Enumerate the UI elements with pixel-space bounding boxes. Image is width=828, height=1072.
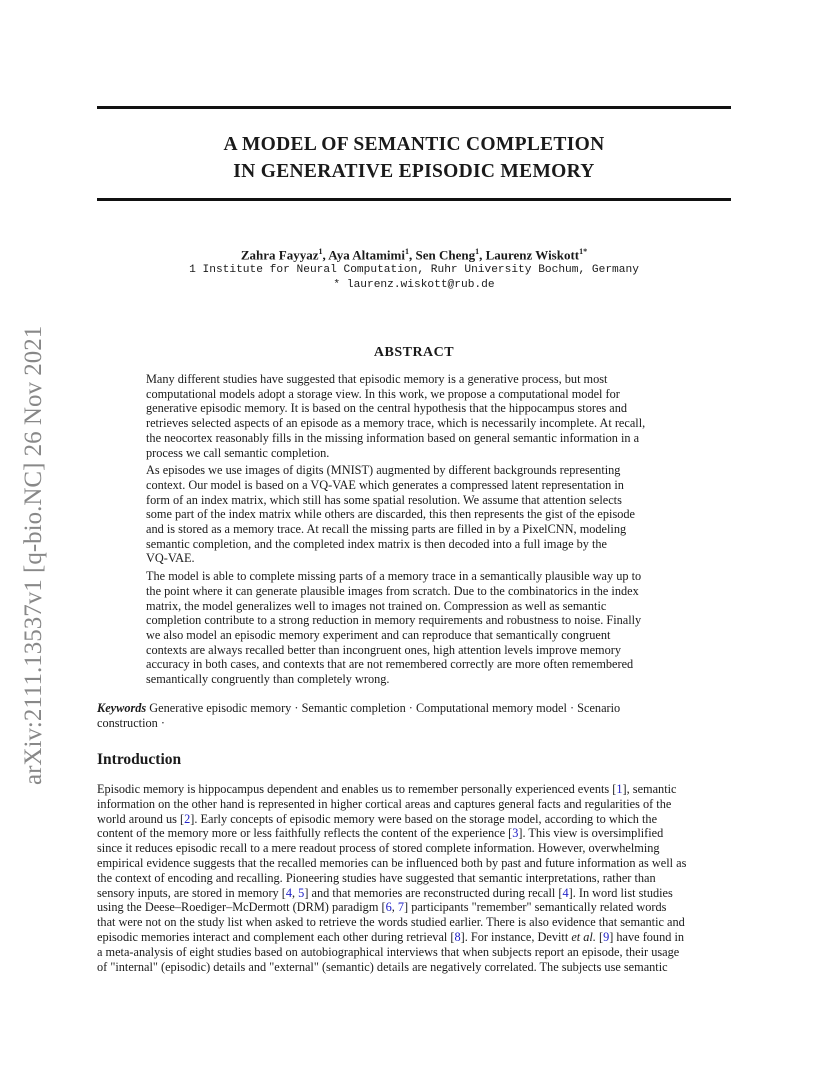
paper-title — [97, 131, 731, 185]
abstract-line: and is stored as a memory trace. At recall the missing parts are filled in by a PixelCNN, modeling — [146, 522, 627, 537]
abstract-paragraph-1 — [146, 372, 686, 460]
corresponding-email: * laurenz.wiskott@rub.de — [333, 279, 495, 291]
citation-link[interactable]: 9 — [603, 929, 610, 944]
introduction-line — [97, 812, 731, 827]
keywords-list: Generative episodic memory · Semantic completion · Computational memory model · Scenario — [146, 701, 621, 715]
introduction-line — [97, 841, 731, 856]
body-text: of "internal" (episodic) details and "external" (semantic) details are negatively correlated. The subjects use semantic — [97, 959, 668, 974]
abstract-body — [146, 372, 686, 687]
author-name: Aya Altamimi — [328, 247, 405, 263]
body-text: since it reduces episodic recall to a mere readout process of stored complete information. However, overwhelming — [97, 841, 660, 856]
abstract-line: retrieves selected aspects of an episode as a memory trace, which is necessarily incomplete. At recall, — [146, 416, 646, 431]
abstract-line: form of an index matrix, which still has some spatial resolution. We assume that attention selects — [146, 492, 622, 507]
body-text: ] have found in — [609, 929, 685, 944]
abstract-line: matrix, the model generalizes well to images not trained on. Compression as well as semantic — [146, 598, 607, 613]
introduction-line — [97, 900, 731, 915]
body-text: [ — [595, 929, 604, 944]
abstract-line: process we call semantic completion. — [146, 445, 330, 460]
citation-link[interactable]: 4 — [562, 885, 569, 900]
introduction-line — [97, 856, 731, 871]
introduction-line — [97, 915, 731, 930]
body-text: sensory inputs, are stored in memory [ — [97, 885, 286, 900]
introduction-line — [97, 886, 731, 901]
keywords-block — [97, 701, 731, 731]
author-affiliation: 1 Institute for Neural Computation, Ruhr University Bochum, Germany — [189, 264, 639, 276]
body-text: using the Deese–Roediger–McDermott (DRM) paradigm [ — [97, 900, 386, 915]
abstract-line: As episodes we use images of digits (MNIST) augmented by different backgrounds representing — [146, 463, 621, 478]
body-text: that were not on the study list when asked to retrieve the words studied earlier. There is also evidence that semantic and — [97, 915, 685, 930]
body-text: information on the other hand is represented in higher cortical areas and captures general facts and regularities of the — [97, 796, 672, 811]
body-text: , — [391, 900, 398, 915]
citation-link[interactable]: 5 — [298, 885, 305, 900]
abstract-line: Many different studies have suggested that episodic memory is a generative process, but most — [146, 372, 608, 386]
introduction-line — [97, 930, 731, 945]
body-text: , — [292, 885, 299, 900]
paper-title-line-2: IN GENERATIVE EPISODIC MEMORY — [233, 161, 595, 182]
abstract-heading: ABSTRACT — [373, 345, 455, 360]
keywords-list-continued: construction · — [97, 716, 165, 730]
author-list: Zahra Fayyaz$^1$, Aya Altamimi$^1$, Sen Cheng$^1$, Laurenz Wiskott$^{1*}$ — [240, 247, 588, 263]
introduction-paragraph — [97, 782, 731, 974]
title-top-rule — [97, 106, 731, 109]
body-text: a meta-analysis of eight studies based on autobiographical interviews that when subjects report an episode, their usage — [97, 944, 680, 959]
introduction-heading: Introduction — [97, 751, 182, 768]
abstract-line: The model is able to complete missing parts of a memory trace in a semantically plausible way up to — [146, 569, 642, 584]
abstract-line: context. Our model is based on a VQ-VAE which generates a compressed latent representation in — [146, 477, 624, 492]
citation-link[interactable]: 8 — [454, 929, 461, 944]
paper-title-line-1: A MODEL OF SEMANTIC COMPLETION — [223, 134, 605, 155]
introduction-line — [97, 782, 731, 797]
citation-link[interactable]: 1 — [616, 782, 623, 796]
citation-link[interactable]: 7 — [397, 900, 405, 915]
title-bottom-rule — [97, 198, 731, 201]
body-text: episodic memories interact and complement each other during retrieval [ — [97, 929, 455, 944]
body-text: Episodic memory is hippocampus dependent and enables us to remember personally experienced events [ — [97, 782, 617, 796]
body-text: ]. Early concepts of episodic memory were based on the storage model, according to which the — [190, 811, 658, 826]
abstract-line: accuracy in both cases, and contexts that are not remembered correctly are more often remembered — [146, 657, 634, 672]
abstract-line: the neocortex reasonably fills in the missing information based on general semantic information in a — [146, 430, 640, 445]
abstract-line: VQ-VAE. — [146, 551, 195, 566]
citation-link[interactable]: 2 — [184, 811, 191, 826]
introduction-line — [97, 871, 731, 886]
abstract-paragraph-3 — [146, 569, 686, 687]
introduction-line — [97, 960, 731, 975]
abstract-line: generative episodic memory. It is based on the central hypothesis that the hippocampus stores and — [146, 401, 628, 416]
body-text: content of the memory more or less faithfully reflects the content of the experience [ — [97, 826, 513, 841]
body-text: ]. This view is oversimplified — [518, 826, 664, 841]
abstract-line: we also model an episodic memory experiment and can reproduce that semantically congruent — [146, 627, 611, 642]
body-text: empirical evidence suggests that the recalled memories can be influenced both by past and future information as well as — [97, 855, 687, 870]
author-name: Laurenz Wiskott — [485, 247, 580, 263]
abstract-line: completion contribute to a strong reduction in memory requirements and robustness to noise. Finally — [146, 613, 642, 628]
body-text: ], semantic — [622, 782, 677, 796]
citation-link[interactable]: 6 — [385, 900, 392, 915]
arxiv-identifier-stamp: arXiv:2111.13537v1 [q-bio.NC] 26 Nov 2021 — [20, 325, 47, 785]
body-text: ]. In word list studies — [568, 885, 673, 900]
keywords-label: Keywords — [97, 701, 147, 715]
body-text: world around us [ — [97, 811, 185, 826]
body-text: the context of encoding and recalling. Pioneering studies have suggested that semantic interpretations, rather than — [97, 870, 656, 885]
author-affiliation-mark: 1 — [475, 247, 480, 256]
abstract-line: the point where it can generate plausible images from scratch. Due to the combinatorics in the index — [146, 583, 639, 598]
author-name: Sen Cheng — [415, 247, 476, 263]
abstract-line: semantic completion, and the completed index matrix is then decoded into a full image by the — [146, 536, 608, 551]
abstract-line: computational models adopt a storage view. In this work, we propose a computational model for — [146, 386, 620, 401]
body-text: ]. For instance, Devitt — [460, 929, 572, 944]
body-text: ] participants "remember" semantically related words — [404, 900, 667, 915]
italic-text: et al. — [571, 929, 596, 944]
body-text: ] and that memories are reconstructed during recall [ — [304, 885, 563, 900]
author-name: Zahra Fayyaz — [240, 247, 319, 263]
author-affiliation-mark: 1* — [579, 247, 588, 256]
abstract-line: contexts are always recalled better than incongruent ones, high attention levels improve memory — [146, 642, 621, 657]
abstract-line: semantically congruently than completely wrong. — [146, 672, 390, 687]
introduction-line — [97, 945, 731, 960]
citation-link[interactable]: 4 — [285, 885, 293, 900]
author-affiliation-mark: 1 — [404, 247, 409, 256]
abstract-paragraph-2 — [146, 463, 686, 566]
introduction-line — [97, 826, 731, 841]
introduction-line — [97, 797, 731, 812]
author-affiliation-mark: 1 — [318, 247, 323, 256]
abstract-line: some part of the index matrix while others are discarded, this then represents the gist of the episode — [146, 507, 635, 522]
citation-link[interactable]: 3 — [512, 826, 519, 841]
